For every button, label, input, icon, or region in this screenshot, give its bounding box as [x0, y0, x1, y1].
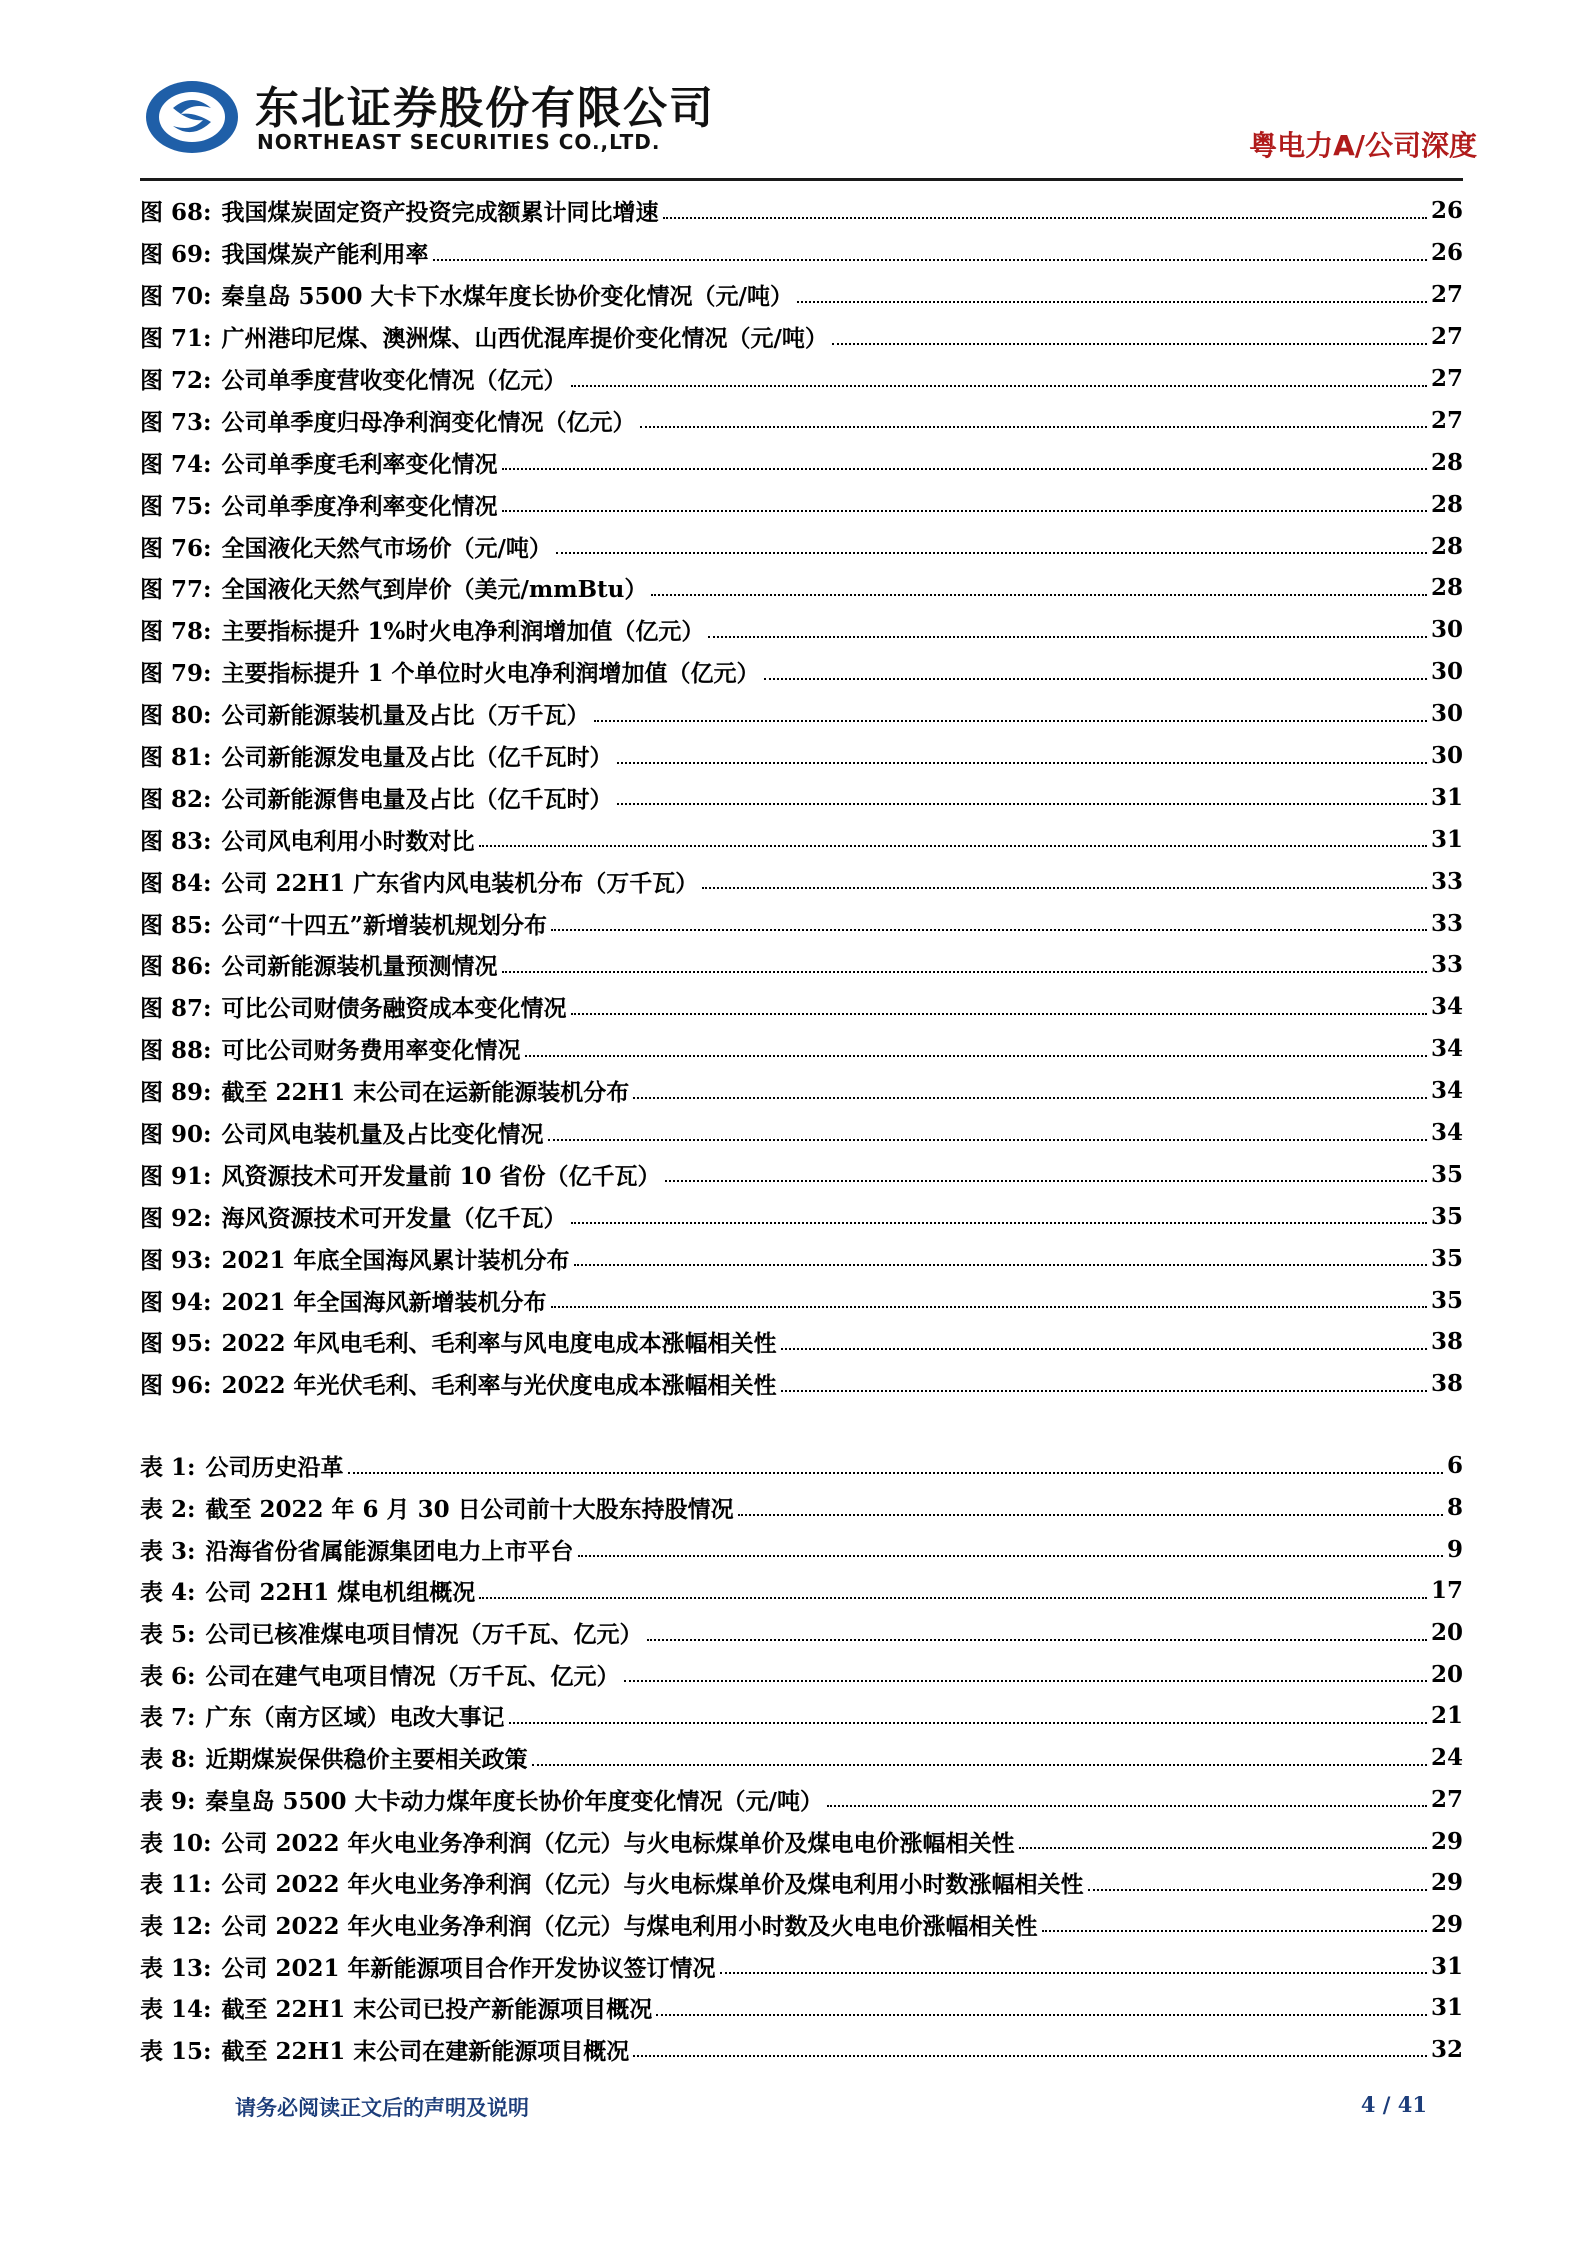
figure-toc-entry[interactable] — [140, 358, 1463, 400]
figure-toc-entry[interactable] — [140, 1028, 1463, 1070]
toc-entry-page: 24 — [1430, 1744, 1463, 1772]
footer-disclaimer-link[interactable]: 请务必阅读正文后的声明及说明 — [235, 2096, 529, 2120]
figure-toc-entry[interactable] — [140, 232, 1463, 274]
toc-entry-page: 27 — [1430, 406, 1463, 434]
toc-entry-title: 我国煤炭产能利用率 — [221, 241, 429, 269]
toc-entry-prefix: 图 93: — [140, 1246, 212, 1274]
toc-entry-prefix: 图 92: — [140, 1204, 212, 1232]
toc-entry-title: 沿海省份省属能源集团电力上市平台 — [205, 1537, 574, 1565]
toc-entry-title: 公司已核准煤电项目情况（万千瓦、亿元） — [205, 1621, 643, 1649]
toc-entry-title: 全国液化天然气到岸价（美元/mmBtu） — [221, 576, 648, 604]
toc-dot-leader — [502, 957, 1427, 973]
toc-entry-page: 33 — [1430, 909, 1463, 937]
toc-entry-prefix: 表 2: — [140, 1496, 196, 1524]
toc-entry-prefix: 图 71: — [140, 325, 212, 353]
toc-entry-prefix: 图 80: — [140, 702, 212, 730]
toc-entry-title: 截至 2022 年 6 月 30 日公司前十大股东持股情况 — [205, 1496, 734, 1524]
figure-toc-entry[interactable] — [140, 316, 1463, 358]
toc-entry-title: 2022 年光伏毛利、毛利率与光伏度电成本涨幅相关性 — [221, 1372, 777, 1400]
toc-entry-title: 2021 年底全国海风累计装机分布 — [221, 1246, 570, 1274]
toc-entry-page: 28 — [1430, 532, 1463, 560]
toc-entry-title: 公司风电利用小时数对比 — [221, 827, 475, 855]
figure-toc-entry[interactable] — [140, 1070, 1463, 1112]
toc-entry-page: 35 — [1430, 1160, 1463, 1188]
toc-dot-leader — [624, 1666, 1427, 1682]
toc-dot-leader — [1019, 1833, 1427, 1849]
toc-dot-leader — [594, 706, 1427, 722]
toc-entry-prefix: 表 8: — [140, 1746, 196, 1774]
report-tag: 粤电力A/公司深度 — [1249, 129, 1477, 162]
toc-entry-prefix: 表 5: — [140, 1621, 196, 1649]
toc-entry-page: 26 — [1430, 239, 1463, 267]
toc-entry-title: 广州港印尼煤、澳洲煤、山西优混库提价变化情况（元/吨） — [221, 325, 828, 353]
toc-entry-prefix: 表 3: — [140, 1537, 196, 1565]
toc-entry-prefix: 表 7: — [140, 1704, 196, 1732]
table-toc-entry[interactable] — [140, 1570, 1463, 1612]
toc-entry-prefix: 图 76: — [140, 534, 212, 562]
figure-toc-entry[interactable] — [140, 818, 1463, 860]
toc-dot-leader — [663, 203, 1427, 219]
figure-toc-entry[interactable] — [140, 567, 1463, 609]
toc-entry-prefix: 图 79: — [140, 660, 212, 688]
toc-dot-leader — [781, 1334, 1427, 1350]
toc-entry-page: 27 — [1430, 1785, 1463, 1813]
toc-dot-leader — [764, 664, 1427, 680]
toc-dot-leader — [348, 1458, 1443, 1474]
toc-entry-title: 截至 22H1 末公司在建新能源项目概况 — [221, 2037, 630, 2065]
toc-entry-title: 秦皇岛 5500 大卡下水煤年度长协价变化情况（元/吨） — [221, 283, 793, 311]
toc-entry-title: 近期煤炭保供稳价主要相关政策 — [205, 1746, 528, 1774]
toc-entry-prefix: 图 68: — [140, 199, 212, 227]
table-toc-entry[interactable] — [140, 1779, 1463, 1821]
toc-entry-page: 26 — [1430, 197, 1463, 225]
figure-toc-entry[interactable] — [140, 190, 1463, 232]
table-toc-entry[interactable] — [140, 1445, 1463, 1487]
table-toc-entry[interactable] — [140, 1528, 1463, 1570]
toc-entry-page: 31 — [1430, 825, 1463, 853]
toc-dot-leader — [720, 1958, 1427, 1974]
toc-entry-prefix: 图 90: — [140, 1121, 212, 1149]
toc-dot-leader — [479, 1583, 1427, 1599]
toc-entry-title: 公司新能源售电量及占比（亿千瓦时） — [221, 785, 613, 813]
toc-dot-leader — [509, 1708, 1427, 1724]
toc-dot-leader — [433, 245, 1427, 261]
toc-dot-leader — [656, 2000, 1427, 2016]
company-name-cn: 东北证券股份有限公司 — [255, 83, 715, 134]
toc-entry-prefix: 图 74: — [140, 450, 212, 478]
toc-entry-page: 6 — [1446, 1452, 1463, 1480]
toc-entry-prefix: 图 89: — [140, 1079, 212, 1107]
figure-toc-entry[interactable] — [140, 525, 1463, 567]
figure-toc-entry[interactable] — [140, 1195, 1463, 1237]
table-toc-entry[interactable] — [140, 1612, 1463, 1654]
figure-toc-entry[interactable] — [140, 1237, 1463, 1279]
figure-toc-entry[interactable] — [140, 1321, 1463, 1363]
toc-dot-leader — [617, 748, 1427, 764]
toc-entry-title: 广东（南方区域）电改大事记 — [205, 1704, 505, 1732]
figure-toc-entry[interactable] — [140, 944, 1463, 986]
toc-dot-leader — [651, 580, 1427, 596]
toc-dot-leader — [574, 1250, 1427, 1266]
toc-dot-leader — [633, 2041, 1427, 2057]
toc-dot-leader — [551, 915, 1427, 931]
toc-entry-page: 34 — [1430, 1119, 1463, 1147]
toc-entry-page: 31 — [1430, 1952, 1463, 1980]
toc-entry-page: 34 — [1430, 1077, 1463, 1105]
toc-entry-title: 我国煤炭固定资产投资完成额累计同比增速 — [221, 199, 659, 227]
toc-entry-title: 2021 年全国海风新增装机分布 — [221, 1288, 547, 1316]
toc-entry-prefix: 图 85: — [140, 911, 212, 939]
toc-entry-page: 9 — [1446, 1535, 1463, 1563]
toc-entry-title: 可比公司财债务融资成本变化情况 — [221, 995, 567, 1023]
toc-entry-prefix: 表 11: — [140, 1871, 212, 1899]
toc-dot-leader — [548, 1125, 1427, 1141]
figure-toc-entry[interactable] — [140, 1363, 1463, 1405]
toc-entry-prefix: 图 82: — [140, 785, 212, 813]
toc-entry-prefix: 图 72: — [140, 367, 212, 394]
toc-entry-prefix: 表 1: — [140, 1454, 196, 1482]
toc-dot-leader — [702, 873, 1427, 889]
toc-entry-page: 27 — [1430, 365, 1463, 392]
toc-entry-page: 38 — [1430, 1328, 1463, 1356]
company-logo-icon — [143, 78, 241, 156]
toc-entry-page: 35 — [1430, 1286, 1463, 1314]
toc-entry-prefix: 图 96: — [140, 1372, 212, 1400]
table-toc-entry[interactable] — [140, 1695, 1463, 1737]
toc-entry-page: 29 — [1430, 1869, 1463, 1897]
toc-entry-title: 公司 2022 年火电业务净利润（亿元）与火电标煤单价及煤电电价涨幅相关性 — [221, 1829, 1015, 1857]
toc-entry-page: 28 — [1430, 490, 1463, 518]
table-toc-entry[interactable] — [140, 1862, 1463, 1904]
table-toc-list — [140, 1445, 1463, 2070]
figure-toc-entry[interactable] — [140, 651, 1463, 693]
toc-entry-title: 公司 2021 年新能源项目合作开发协议签订情况 — [221, 1954, 716, 1982]
toc-dot-leader — [827, 1791, 1427, 1807]
toc-entry-title: 公司 22H1 广东省内风电装机分布（万千瓦） — [221, 869, 699, 897]
table-toc-entry[interactable] — [140, 1737, 1463, 1779]
toc-entry-prefix: 图 86: — [140, 953, 212, 981]
toc-entry-page: 30 — [1430, 742, 1463, 770]
toc-dot-leader — [571, 999, 1427, 1015]
toc-entry-prefix: 图 91: — [140, 1162, 212, 1190]
toc-entry-title: 公司历史沿革 — [205, 1454, 344, 1482]
toc-dot-leader — [665, 1166, 1427, 1182]
toc-entry-title: 公司单季度营收变化情况（亿元） — [221, 367, 567, 394]
toc-entry-title: 风资源技术可开发量前 10 省份（亿千瓦） — [221, 1162, 661, 1190]
toc-dot-leader — [532, 1750, 1427, 1766]
table-toc-entry[interactable] — [140, 1487, 1463, 1529]
toc-entry-page: 30 — [1430, 658, 1463, 686]
toc-dot-leader — [738, 1500, 1443, 1516]
toc-entry-prefix: 图 73: — [140, 408, 212, 436]
toc-dot-leader — [556, 538, 1427, 554]
figure-toc-entry[interactable] — [140, 483, 1463, 525]
toc-entry-title: 公司 2022 年火电业务净利润（亿元）与煤电利用小时数及火电电价涨幅相关性 — [221, 1912, 1038, 1940]
toc-entry-page: 29 — [1430, 1827, 1463, 1855]
figure-toc-entry[interactable] — [140, 902, 1463, 944]
toc-entry-prefix: 图 78: — [140, 618, 212, 646]
toc-entry-page: 20 — [1430, 1660, 1463, 1688]
toc-entry-title: 公司“十四五”新增装机规划分布 — [221, 911, 547, 939]
toc-entry-page: 17 — [1430, 1577, 1463, 1605]
toc-entry-page: 28 — [1430, 574, 1463, 602]
figure-toc-entry[interactable] — [140, 441, 1463, 483]
table-toc-entry[interactable] — [140, 1987, 1463, 2029]
toc-entry-prefix: 图 87: — [140, 995, 212, 1023]
toc-entry-page: 34 — [1430, 1035, 1463, 1063]
figure-toc-entry[interactable] — [140, 1112, 1463, 1154]
toc-entry-title: 公司单季度净利率变化情况 — [221, 492, 498, 520]
toc-entry-title: 主要指标提升 1%时火电净利润增加值（亿元） — [221, 618, 705, 646]
toc-dot-leader — [1088, 1875, 1427, 1891]
toc-entry-prefix: 表 12: — [140, 1912, 212, 1940]
toc-entry-title: 2022 年风电毛利、毛利率与风电度电成本涨幅相关性 — [221, 1330, 777, 1358]
figure-toc-list — [140, 190, 1463, 1405]
toc-entry-page: 35 — [1430, 1244, 1463, 1272]
figure-toc-entry[interactable] — [140, 735, 1463, 777]
toc-entry-page: 30 — [1430, 616, 1463, 644]
header-divider — [140, 178, 1463, 181]
toc-dot-leader — [571, 1208, 1427, 1224]
toc-entry-prefix: 表 6: — [140, 1662, 196, 1690]
toc-dot-leader — [1042, 1916, 1427, 1932]
toc-entry-prefix: 表 4: — [140, 1579, 196, 1607]
toc-entry-prefix: 图 84: — [140, 869, 212, 897]
toc-entry-title: 公司新能源装机量预测情况 — [221, 953, 498, 981]
table-toc-entry[interactable] — [140, 1653, 1463, 1695]
toc-dot-leader — [525, 1041, 1427, 1057]
toc-entry-page: 28 — [1430, 448, 1463, 476]
toc-entry-title: 全国液化天然气市场价（元/吨） — [221, 534, 552, 562]
figure-toc-entry[interactable] — [140, 986, 1463, 1028]
toc-dot-leader — [708, 622, 1427, 638]
toc-dot-leader — [640, 412, 1427, 428]
toc-entry-prefix: 图 94: — [140, 1288, 212, 1316]
toc-entry-prefix: 图 88: — [140, 1037, 212, 1065]
figure-toc-entry[interactable] — [140, 693, 1463, 735]
toc-entry-title: 海风资源技术可开发量（亿千瓦） — [221, 1204, 567, 1232]
toc-entry-title: 截至 22H1 末公司已投产新能源项目概况 — [221, 1996, 653, 2024]
toc-entry-page: 29 — [1430, 1910, 1463, 1938]
toc-entry-prefix: 图 75: — [140, 492, 212, 520]
toc-entry-prefix: 图 69: — [140, 241, 212, 269]
footer-page-number: 4 / 41 — [1360, 2092, 1427, 2117]
table-toc-entry[interactable] — [140, 1820, 1463, 1862]
toc-entry-page: 21 — [1430, 1702, 1463, 1730]
table-toc-entry[interactable] — [140, 1945, 1463, 1987]
toc-entry-page: 31 — [1430, 783, 1463, 811]
toc-entry-page: 27 — [1430, 281, 1463, 309]
toc-entry-title: 公司单季度归母净利润变化情况（亿元） — [221, 408, 636, 436]
toc-entry-title: 可比公司财务费用率变化情况 — [221, 1037, 521, 1065]
table-toc-entry[interactable] — [140, 1904, 1463, 1946]
toc-dot-leader — [551, 1292, 1427, 1308]
toc-entry-page: 33 — [1430, 867, 1463, 895]
toc-entry-page: 20 — [1430, 1619, 1463, 1647]
toc-dot-leader — [578, 1541, 1443, 1557]
toc-entry-prefix: 表 14: — [140, 1996, 212, 2024]
toc-entry-page: 34 — [1430, 993, 1463, 1021]
toc-dot-leader — [502, 496, 1427, 512]
toc-dot-leader — [832, 329, 1427, 345]
toc-dot-leader — [647, 1625, 1427, 1641]
toc-entry-prefix: 图 81: — [140, 744, 212, 772]
figure-toc-entry[interactable] — [140, 399, 1463, 441]
toc-entry-title: 秦皇岛 5500 大卡动力煤年度长协价年度变化情况（元/吨） — [205, 1787, 823, 1815]
toc-dot-leader — [633, 1083, 1427, 1099]
toc-entry-prefix: 表 9: — [140, 1787, 196, 1815]
figure-toc-entry[interactable] — [140, 776, 1463, 818]
toc-entry-prefix: 表 13: — [140, 1954, 212, 1982]
figure-toc-entry[interactable] — [140, 860, 1463, 902]
toc-entry-title: 公司单季度毛利率变化情况 — [221, 450, 498, 478]
toc-entry-page: 27 — [1430, 323, 1463, 351]
toc-entry-title: 主要指标提升 1 个单位时火电净利润增加值（亿元） — [221, 660, 760, 688]
toc-entry-prefix: 图 83: — [140, 827, 212, 855]
toc-dot-leader — [479, 831, 1427, 847]
toc-dot-leader — [797, 287, 1427, 303]
figure-toc-entry[interactable] — [140, 1279, 1463, 1321]
toc-entry-title: 截至 22H1 末公司在运新能源装机分布 — [221, 1079, 630, 1107]
toc-entry-prefix: 表 10: — [140, 1829, 212, 1857]
toc-entry-page: 31 — [1430, 1994, 1463, 2022]
toc-entry-prefix: 表 15: — [140, 2037, 212, 2065]
toc-dot-leader — [502, 454, 1427, 470]
toc-entry-page: 33 — [1430, 951, 1463, 979]
toc-entry-page: 32 — [1430, 2035, 1463, 2063]
toc-entry-title: 公司 2022 年火电业务净利润（亿元）与火电标煤单价及煤电利用小时数涨幅相关性 — [221, 1871, 1084, 1899]
figure-toc-entry[interactable] — [140, 609, 1463, 651]
toc-entry-page: 30 — [1430, 700, 1463, 728]
toc-entry-page: 38 — [1430, 1370, 1463, 1398]
toc-entry-page: 35 — [1430, 1202, 1463, 1230]
toc-entry-title: 公司在建气电项目情况（万千瓦、亿元） — [205, 1662, 620, 1690]
company-name-en: NORTHEAST SECURITIES CO.,LTD. — [257, 130, 661, 154]
toc-dot-leader — [571, 371, 1427, 387]
page-header — [0, 0, 1587, 180]
figure-toc-entry[interactable] — [140, 1153, 1463, 1195]
toc-entry-title: 公司风电装机量及占比变化情况 — [221, 1121, 544, 1149]
toc-entry-title: 公司新能源装机量及占比（万千瓦） — [221, 702, 590, 730]
toc-entry-prefix: 图 77: — [140, 576, 212, 604]
toc-entry-title: 公司新能源发电量及占比（亿千瓦时） — [221, 744, 613, 772]
figure-toc-entry[interactable] — [140, 274, 1463, 316]
toc-dot-leader — [781, 1376, 1427, 1392]
toc-dot-leader — [617, 789, 1427, 805]
toc-entry-prefix: 图 70: — [140, 283, 212, 311]
toc-entry-prefix: 图 95: — [140, 1330, 212, 1358]
toc-entry-page: 8 — [1446, 1494, 1463, 1522]
toc-entry-title: 公司 22H1 煤电机组概况 — [205, 1579, 476, 1607]
table-toc-entry[interactable] — [140, 2029, 1463, 2071]
